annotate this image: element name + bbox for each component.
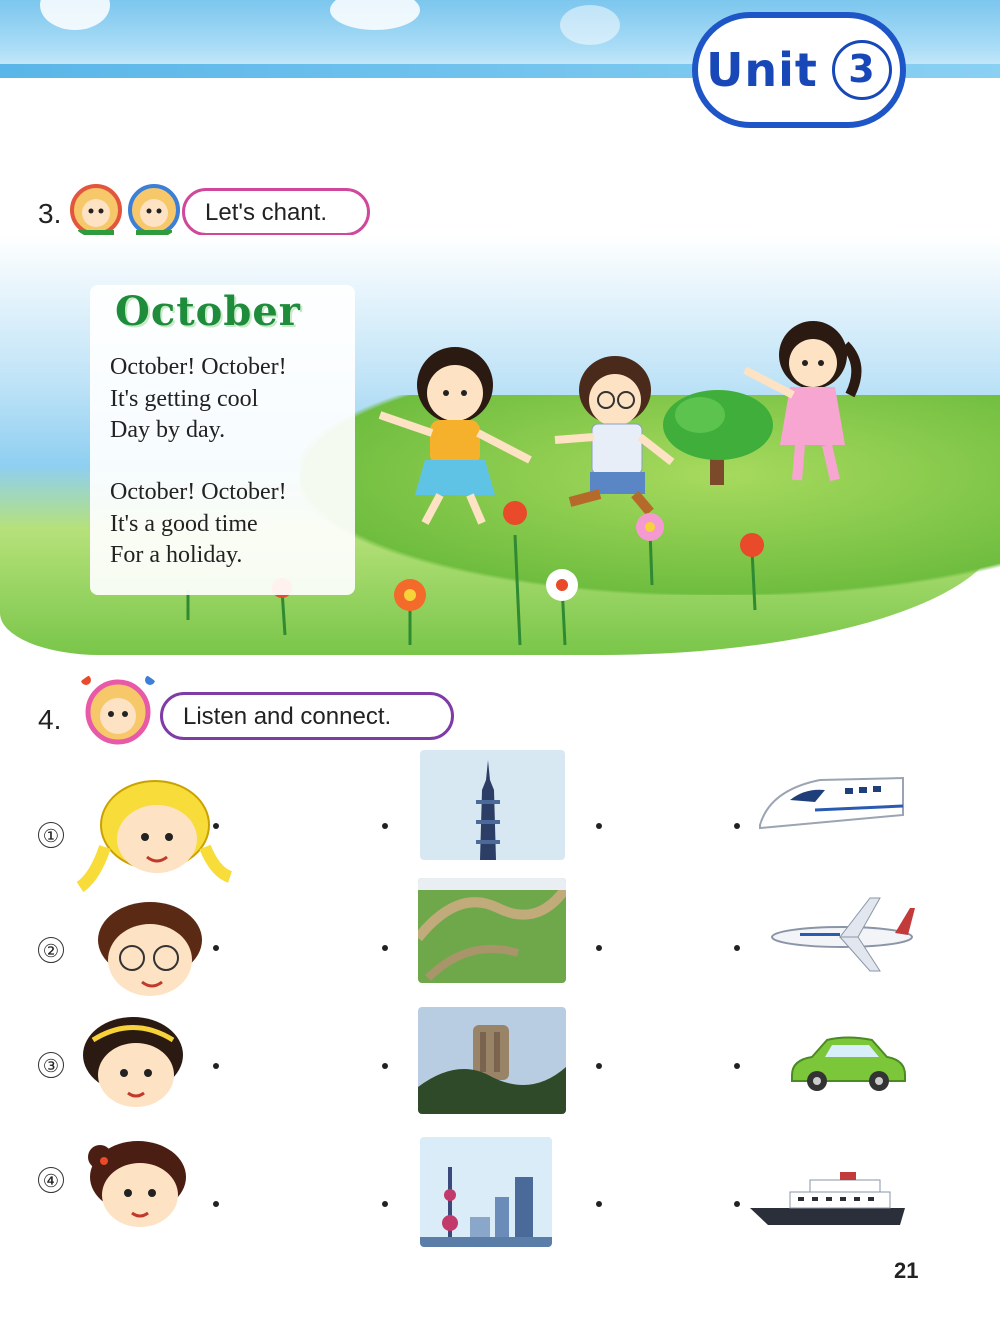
tall-tower-photo [420, 750, 565, 860]
section-4-title: Listen and connect. [160, 692, 454, 740]
poem-line: October! October! [110, 354, 287, 380]
blonde-girl-face [75, 777, 235, 897]
connect-dot[interactable] [596, 823, 602, 829]
page-number: 21 [894, 1258, 919, 1283]
connect-dot[interactable] [596, 945, 602, 951]
connect-dot[interactable] [213, 823, 219, 829]
row-number: ③ [38, 1052, 64, 1078]
city-skyline-photo [420, 1137, 552, 1247]
girl-with-headband-face [78, 1015, 188, 1110]
poem-line: It's getting cool [110, 386, 259, 412]
connect-dot[interactable] [382, 1201, 388, 1207]
mascot-icon [68, 668, 168, 748]
poem-line: For a holiday. [110, 542, 243, 568]
great-wall-photo [418, 878, 566, 983]
section-3-number: 3. [38, 198, 62, 229]
connect-dot[interactable] [213, 945, 219, 951]
poem-line: Day by day. [110, 417, 226, 443]
poem-line: It's a good time [110, 511, 258, 537]
row-number: ① [38, 822, 64, 848]
unit-badge [692, 12, 906, 128]
connect-dot[interactable] [734, 945, 740, 951]
ship-icon [750, 1170, 905, 1230]
girl-pointing-illustration [735, 305, 875, 490]
heart-cloud-decoration [560, 5, 620, 45]
flowers-illustration [380, 495, 800, 655]
mountain-rock-photo [418, 1007, 566, 1114]
poem-line: October! October! [110, 479, 287, 505]
heart-cloud-decoration [40, 0, 110, 30]
airplane-icon [770, 893, 915, 973]
row-number: ② [38, 937, 64, 963]
boy-with-glasses-face [80, 900, 220, 1005]
connect-dot[interactable] [382, 945, 388, 951]
girl-with-ponytail-face [78, 1137, 193, 1232]
connect-dot[interactable] [734, 1063, 740, 1069]
connect-dot[interactable] [596, 1063, 602, 1069]
section-4-number: 4. [38, 704, 62, 735]
connect-dot[interactable] [213, 1201, 219, 1207]
connect-dot[interactable] [734, 823, 740, 829]
connect-dot[interactable] [596, 1201, 602, 1207]
connect-dot[interactable] [382, 823, 388, 829]
row-number: ④ [38, 1167, 64, 1193]
heart-cloud-decoration [330, 0, 420, 30]
poem-title: October [115, 288, 301, 335]
unit-label: Unit [706, 43, 818, 97]
unit-number: 3 [832, 40, 892, 100]
connect-dot[interactable] [213, 1063, 219, 1069]
section-3-title: Let's chant. [182, 188, 370, 236]
bullet-train-icon [755, 770, 905, 835]
connect-dot[interactable] [734, 1201, 740, 1207]
connect-dot[interactable] [382, 1063, 388, 1069]
boy-walking-illustration [550, 352, 680, 517]
car-icon [787, 1035, 907, 1093]
